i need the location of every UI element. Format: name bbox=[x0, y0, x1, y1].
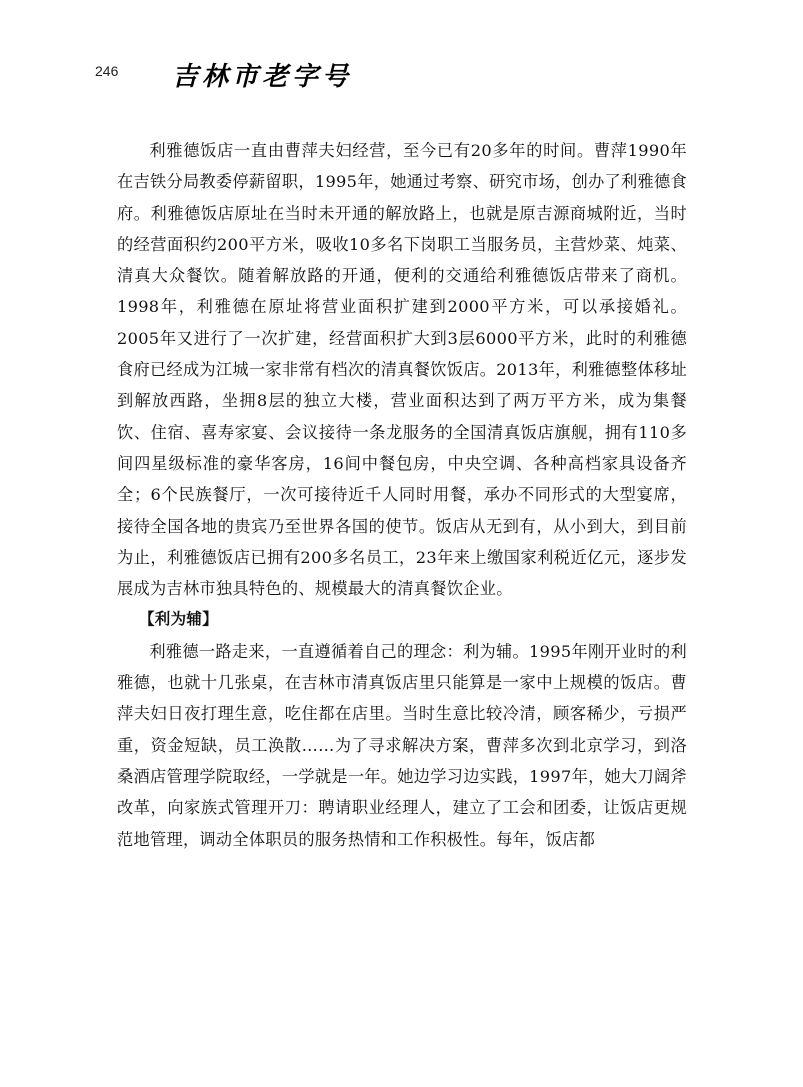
page-number: 246 bbox=[95, 63, 119, 79]
book-title: 吉林市老字号 bbox=[172, 62, 353, 92]
paragraph-2: 利雅德一路走来，一直遵循着自己的理念：利为辅。1995年刚开业时的利雅德，也就十几张桌，在吉林市清真饭店里只能算是一家中上规模的饭店。曹萍夫妇日夜打理生意，吃住都在店里。当时生意比较冷清，顾客稀少，亏损严重，资金短缺，员工涣散……为了寻求解决方案，曹萍多次到北京学习，到洛桑酒店管理学院取经，一学就是一年。她边学习边实践，1997年，她大刀阔斧改革，向家族式管理开刀：聘请职业经理人，建立了工会和团委，让饭店更规范地管理，调动全体职员的服务热情和工作积极性。每年，饭店都 bbox=[117, 641, 687, 849]
paragraph-1: 利雅德饭店一直由曹萍夫妇经营，至今已有20多年的时间。曹萍1990年在吉铁分局教委停薪留职，1995年，她通过考察、研究市场，创办了利雅德食府。利雅德饭店原址在当时未开通的解放路上，也就是原吉源商城附近，当时的经营面积约200平方米，吸收10多名下岗职工当服务员，主营炒菜、炖菜、清真大众餐饮。随着解放路的开通，便利的交通给利雅德饭店带来了商机。1998年，利雅德在原址将营业面积扩建到2000平方米，可以承接婚礼。2005年又进行了一次扩建，经营面积扩大到3层6000平方米，此时的利雅德食府已经成为江城一家非常有档次的清真餐饮饭店。2013年，利雅德整体移址到解放西路，坐拥8层的独立大楼，营业面积达到了两万平方米，成为集餐饮、住宿、喜寿家宴、会议接待一条龙服务的全国清真饭店旗舰，拥有110多间四星级标准的豪华客房，16间中餐包房，中央空调、各种高档家具设备齐全；6个民族餐厅，一次可接待近千人同时用餐，承办不同形式的大型宴席，接待全国各地的贵宾乃至世界各国的使节。饭店从无到有，从小到大，到目前为止，利雅德饭店已拥有200多名员工，23年来上缴国家利税近亿元，逐步发展成为吉林市独具特色的、规模最大的清真餐饮企业。 bbox=[117, 141, 687, 599]
section-heading: 【利为辅】 bbox=[139, 610, 219, 629]
body-text bbox=[117, 135, 687, 855]
